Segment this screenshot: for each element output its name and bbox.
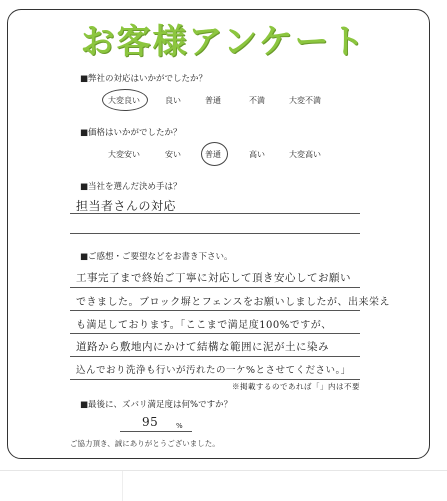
option-cheap: 安い xyxy=(165,150,181,159)
comment-note: ※掲載するのであれば「」内は不要 xyxy=(232,382,360,391)
comment-line-5: 込んでおり洗浄も行いが汚れたの一ケ%とさせてください。」 xyxy=(76,365,351,376)
question-deciding-factor: ■当社を選んだ決め手は？ xyxy=(80,182,182,192)
selected-answer-circle xyxy=(102,89,148,111)
option-good: 良い xyxy=(165,96,181,105)
thank-you-footer: ご協力頂き、誠にありがとうございました。 xyxy=(70,439,220,448)
answer-line xyxy=(70,310,360,311)
option-normal: 普通 xyxy=(205,150,221,159)
answer-line xyxy=(70,233,360,234)
answer-line xyxy=(70,333,360,334)
option-normal: 普通 xyxy=(205,96,221,105)
comment-line-4: 道路から敷地内にかけて結構な範囲に泥が土に染み xyxy=(76,341,329,353)
question-service: ■弊社の対応はいかがでしたか？ xyxy=(80,74,208,84)
option-very-unsatisfied: 大変不満 xyxy=(289,96,321,105)
option-very-good: 大変良い xyxy=(108,96,140,105)
option-very-expensive: 大変高い xyxy=(289,150,321,159)
deciding-factor-answer: 担当者さんの対応 xyxy=(76,199,177,213)
question-satisfaction: ■最後に、ズバリ満足度は何%ですか？ xyxy=(80,400,233,410)
option-expensive: 高い xyxy=(249,150,265,159)
answer-line xyxy=(70,213,360,214)
selected-answer-circle xyxy=(201,142,228,166)
question-comments: ■ご感想・ご要望などをお書き下さい。 xyxy=(80,252,233,262)
survey-title: お客様アンケート xyxy=(80,22,367,62)
answer-line xyxy=(70,287,360,288)
option-unsatisfied: 不満 xyxy=(249,96,265,105)
comment-line-3: も満足しております。「ここまで満足度100%ですが、 xyxy=(76,320,332,331)
satisfaction-answer: 95 xyxy=(142,415,159,429)
divider xyxy=(122,471,123,501)
answer-line xyxy=(70,356,360,357)
comment-line-2: できました。ブロック塀とフェンスをお願いしましたが、出来栄え xyxy=(76,297,390,308)
answer-line xyxy=(120,431,192,432)
comment-line-1: 工事完了まで終始ご丁寧に対応して頂き安心してお願い xyxy=(76,272,351,284)
bottom-bar xyxy=(0,470,447,501)
survey-card xyxy=(7,9,430,459)
percent-unit: % xyxy=(176,422,183,430)
option-very-cheap: 大変安い xyxy=(108,150,140,159)
answer-line xyxy=(70,379,360,380)
question-price: ■価格はいかがでしたか？ xyxy=(80,128,182,138)
